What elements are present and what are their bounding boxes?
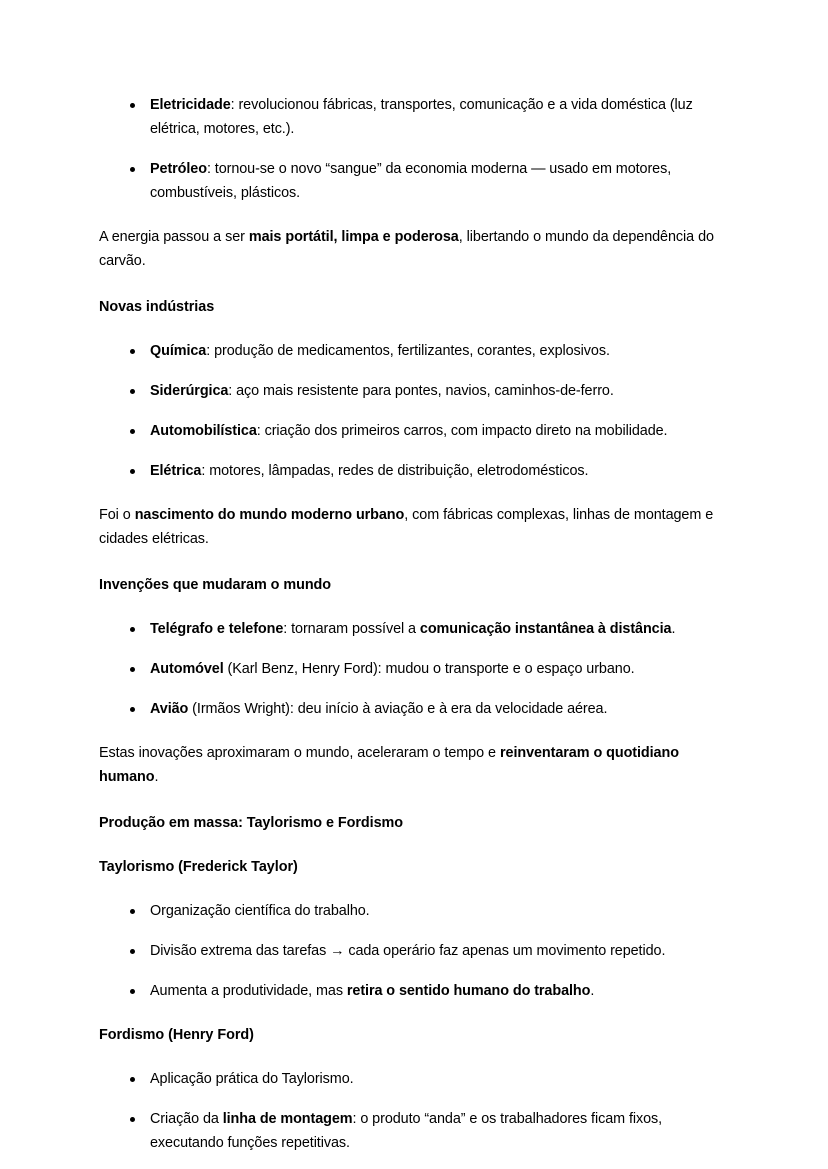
bold-text-run: retira o sentido humano do trabalho [346, 983, 591, 999]
list-item [99, 979, 722, 1003]
text-run: : tornaram possível a [283, 621, 420, 637]
list-item [99, 93, 722, 141]
text-run: , libertando o mundo da dependência do carvão. [99, 229, 714, 269]
bold-text-run: Petróleo [150, 161, 207, 177]
list-item [99, 657, 722, 681]
text-run: Aumenta a produtividade, mas [150, 983, 347, 999]
bullet-point-icon [130, 627, 135, 632]
list-item [99, 419, 722, 443]
text-run: . [154, 769, 159, 785]
list-item [99, 339, 722, 363]
list-item [99, 697, 722, 721]
bullet-point-icon [130, 909, 135, 914]
text-run: . [590, 983, 595, 999]
text-run: : criação dos primeiros carros, com impacto direto na mobilidade. [256, 423, 668, 439]
bold-text-run: mais portátil, limpa e poderosa [248, 229, 459, 245]
heading-invencoes: Invenções que mudaram o mundo [99, 577, 332, 593]
bold-text-run: Eletricidade [150, 97, 231, 113]
heading-producao-em-massa: Produção em massa: Taylorismo e Fordismo [99, 815, 404, 831]
bullet-point-icon [130, 103, 135, 108]
bold-text-run: nascimento do mundo moderno urbano [134, 507, 405, 523]
bullet-point-icon [130, 349, 135, 354]
bullet-point-icon [130, 949, 135, 954]
document-body [99, 93, 722, 1155]
text-run: Divisão extrema das tarefas → cada operário faz apenas um movimento repetido. [150, 943, 666, 959]
energy-sources-list [99, 93, 722, 205]
text-run: : aço mais resistente para pontes, navios, caminhos-de-ferro. [228, 383, 614, 399]
bullet-point-icon [130, 429, 135, 434]
bullet-point-icon [130, 389, 135, 394]
bold-text-run: Automóvel [150, 661, 224, 677]
list-item [99, 939, 722, 963]
innovations-summary-paragraph [99, 741, 722, 789]
energy-summary-paragraph [99, 225, 722, 273]
bullet-point-icon [130, 667, 135, 672]
text-run: (Irmãos Wright): deu início à aviação e à era da velocidade aérea. [188, 701, 608, 717]
bullet-point-icon [130, 469, 135, 474]
list-item [99, 379, 722, 403]
inventions-list [99, 617, 722, 721]
bold-text-run: reinventaram o quotidiano humano [99, 745, 679, 785]
bold-text-run: Elétrica [150, 463, 202, 479]
text-run: Criação da [150, 1111, 223, 1127]
bold-text-run: Química [150, 343, 207, 359]
text-run: : motores, lâmpadas, redes de distribuição, eletrodomésticos. [201, 463, 589, 479]
list-item [99, 157, 722, 205]
text-run: (Karl Benz, Henry Ford): mudou o transporte e o espaço urbano. [223, 661, 635, 677]
list-item [99, 899, 722, 923]
text-run: Aplicação prática do Taylorismo. [150, 1071, 354, 1087]
list-item [99, 1107, 722, 1155]
text-run: A energia passou a ser [99, 229, 249, 245]
list-item [99, 617, 722, 641]
heading-novas-industrias: Novas indústrias [99, 299, 215, 315]
bullet-point-icon [130, 989, 135, 994]
text-run: . [671, 621, 676, 637]
bold-text-run: comunicação instantânea à distância [419, 621, 672, 637]
bullet-point-icon [130, 1077, 135, 1082]
heading-fordismo: Fordismo (Henry Ford) [99, 1027, 254, 1043]
bold-text-run: Automobilística [150, 423, 257, 439]
new-industries-list [99, 339, 722, 483]
text-run: Organização científica do trabalho. [150, 903, 370, 919]
text-run: : tornou-se o novo “sangue” da economia moderna — usado em motores, combustíveis, plásticos. [150, 161, 672, 201]
bullet-point-icon [130, 707, 135, 712]
text-run: : produção de medicamentos, fertilizantes, corantes, explosivos. [206, 343, 610, 359]
bold-text-run: Telégrafo e telefone [150, 621, 284, 637]
modern-urban-world-paragraph [99, 503, 722, 551]
bullet-point-icon [130, 167, 135, 172]
bullet-point-icon [130, 1117, 135, 1122]
fordism-list [99, 1067, 722, 1155]
text-run: Foi o [99, 507, 135, 523]
heading-taylorismo: Taylorismo (Frederick Taylor) [99, 859, 298, 875]
bold-text-run: linha de montagem [222, 1111, 353, 1127]
text-run: Estas inovações aproximaram o mundo, aceleraram o tempo e [99, 745, 500, 761]
taylorism-list [99, 899, 722, 1003]
bold-text-run: Avião [150, 701, 189, 717]
text-run: : revolucionou fábricas, transportes, comunicação e a vida doméstica (luz elétrica, motores, etc.). [150, 97, 693, 137]
text-run: , com fábricas complexas, linhas de montagem e cidades elétricas. [99, 507, 714, 547]
list-item [99, 459, 722, 483]
list-item [99, 1067, 722, 1091]
bold-text-run: Siderúrgica [150, 383, 229, 399]
text-run: : o produto “anda” e os trabalhadores ficam fixos, executando funções repetitivas. [150, 1111, 663, 1151]
